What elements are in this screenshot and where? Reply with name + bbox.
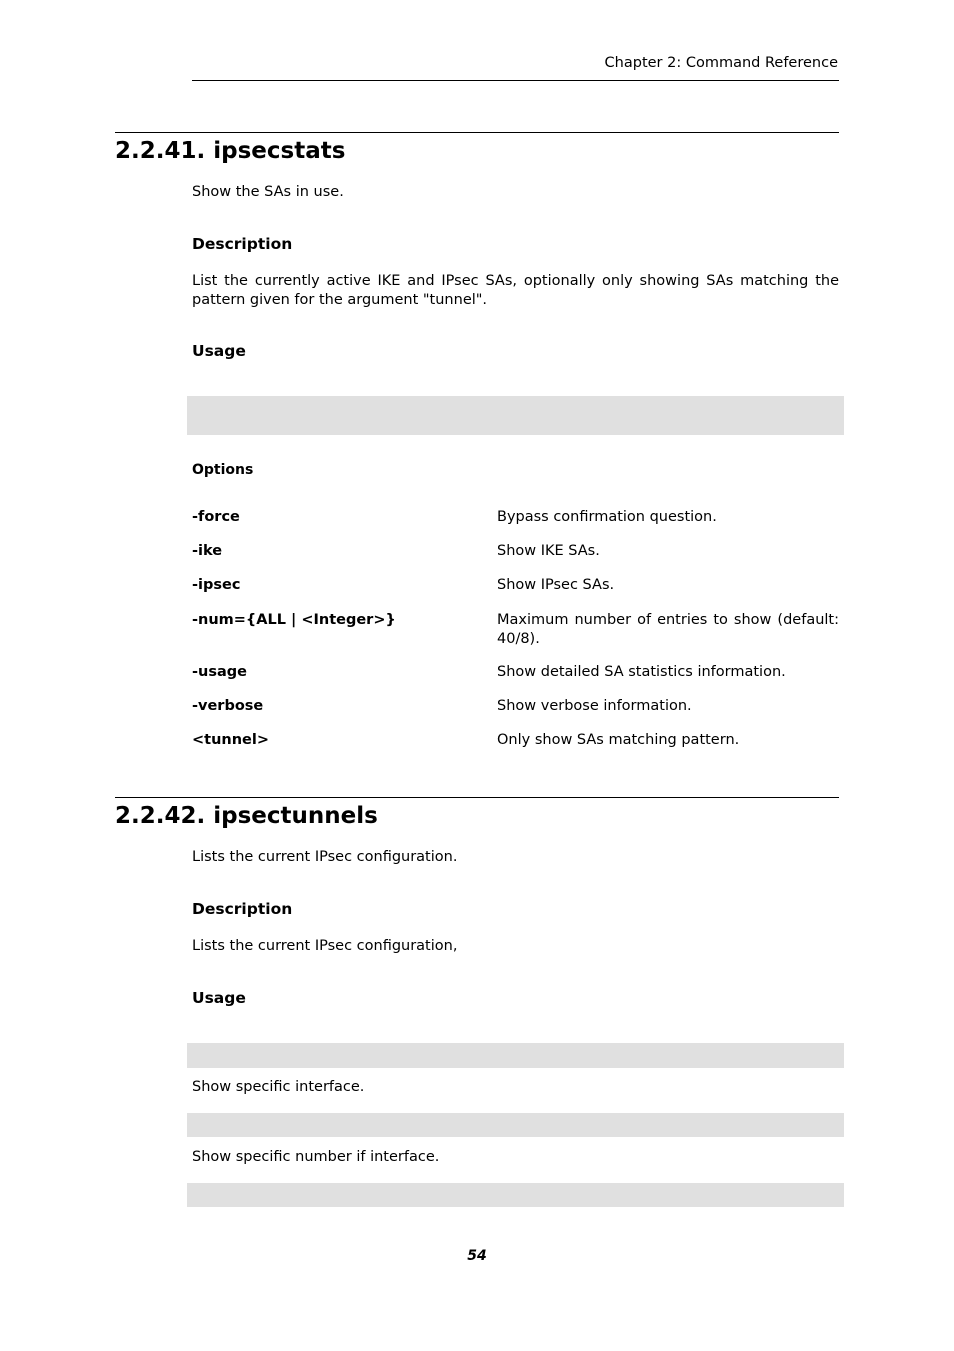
option-name: -num={ALL | <Integer>} [192, 612, 396, 628]
option-description: Only show SAs matching pattern. [497, 732, 740, 748]
option-description: Bypass confirmation question. [497, 509, 717, 525]
option-description: Show detailed SA statistics information. [497, 664, 786, 680]
option-description: Show verbose information. [497, 698, 692, 714]
option-description: Show IPsec SAs. [497, 577, 615, 593]
section-rule [115, 132, 839, 133]
option-name: -force [192, 509, 240, 525]
section-title-ipsecstats: 2.2.41. ipsecstats [115, 138, 346, 164]
option-name: -usage [192, 664, 247, 680]
section-summary: Show the SAs in use. [192, 184, 344, 200]
usage-note: Show specific interface. [192, 1079, 365, 1095]
description-heading: Description [192, 235, 293, 253]
option-name: -verbose [192, 698, 264, 714]
usage-heading: Usage [192, 342, 246, 360]
section-rule [115, 797, 839, 798]
page-number: 54 [467, 1248, 487, 1264]
option-description: Maximum number of entries to show (default: 40/8). [497, 612, 839, 647]
usage-note: Show specific number if interface. [192, 1149, 440, 1165]
option-description: Show IKE SAs. [497, 543, 600, 559]
usage-code-block [187, 1043, 844, 1068]
description-text: Lists the current IPsec configuration, [192, 938, 458, 954]
option-name: <tunnel> [192, 732, 270, 748]
section-title-ipsectunnels: 2.2.42. ipsectunnels [115, 803, 378, 829]
usage-code-block [187, 1113, 844, 1137]
usage-code-block [187, 396, 844, 435]
running-header: Chapter 2: Command Reference [604, 55, 838, 71]
usage-heading: Usage [192, 989, 246, 1007]
option-name: -ipsec [192, 577, 241, 593]
section-summary: Lists the current IPsec configuration. [192, 849, 458, 865]
description-heading: Description [192, 900, 293, 918]
usage-code-block [187, 1183, 844, 1207]
options-heading: Options [192, 462, 254, 478]
header-rule [192, 80, 839, 81]
option-name: -ike [192, 543, 223, 559]
description-text: List the currently active IKE and IPsec SAs, optionally only showing SAs matching the pattern given for the argument "tunnel". [192, 273, 839, 308]
